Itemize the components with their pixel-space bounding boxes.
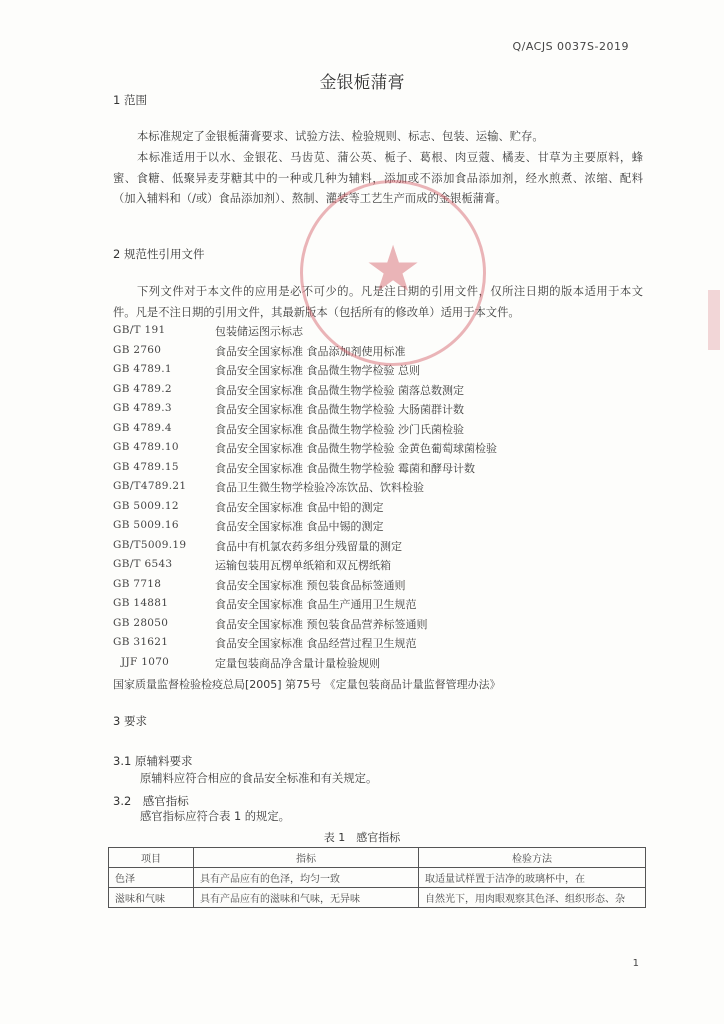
reference-title: 食品安全国家标准 食品微生物学检验 总则 — [215, 364, 420, 377]
reference-row — [113, 576, 643, 596]
reference-code: GB/T 6543 — [113, 558, 173, 570]
reference-code: GB 2760 — [113, 343, 162, 356]
table-row — [109, 868, 646, 888]
section-3-2-text: 感官指标应符合表 1 的规定。 — [140, 810, 290, 823]
reference-title: 包装储运图示标志 — [215, 325, 303, 338]
reference-row — [113, 595, 643, 615]
section-2-heading: 2 规范性引用文件 — [113, 247, 205, 261]
reference-title: 食品安全国家标准 食品经营过程卫生规范 — [215, 637, 417, 650]
table-cell-spec: 具有产品应有的滋味和气味，无异味 — [194, 888, 419, 908]
reference-row — [113, 634, 643, 654]
reference-title: 定量包装商品净含量计量检验规则 — [215, 656, 380, 670]
reference-row — [113, 654, 643, 674]
table-header-spec: 指标 — [194, 848, 419, 868]
company-seal — [300, 180, 486, 366]
reference-row — [113, 498, 643, 518]
table-cell-item: 色泽 — [109, 868, 194, 888]
reference-title: 食品安全国家标准 预包装食品标签通则 — [215, 578, 406, 592]
document-title: 金银栀蒲膏 — [319, 73, 405, 93]
section-3-1-text: 原辅料应符合相应的食品安全标准和有关规定。 — [140, 772, 378, 785]
reference-code: GB 4789.4 — [113, 421, 172, 434]
section-1-heading: 1 范围 — [113, 93, 147, 107]
reference-code: GB 5009.16 — [113, 519, 179, 531]
table-cell-method: 自然光下，用肉眼观察其色泽、组织形态、杂 — [419, 888, 646, 908]
reference-row — [113, 537, 643, 557]
reference-row — [113, 439, 643, 459]
reference-row — [113, 420, 643, 440]
seal-star-icon: ★ — [364, 232, 422, 307]
reference-row — [113, 517, 643, 537]
reference-row — [113, 556, 643, 576]
decree-reference: 国家质量监督检验检疫总局[2005] 第75号 《定量包装商品计量监督管理办法》 — [113, 678, 501, 691]
reference-code: GB/T5009.19 — [113, 538, 187, 551]
reference-code: JJF 1070 — [121, 655, 170, 668]
reference-list — [113, 322, 643, 673]
reference-title: 食品中有机氯农药多组分残留量的测定 — [215, 539, 402, 553]
reference-row — [113, 459, 643, 479]
reference-code: GB 14881 — [113, 597, 169, 609]
reference-title: 食品安全国家标准 食品微生物学检验 金黄色葡萄球菌检验 — [215, 442, 497, 455]
reference-title: 食品安全国家标准 食品添加剂使用标准 — [215, 344, 406, 358]
reference-title: 运输包装用瓦楞单纸箱和双瓦楞纸箱 — [215, 559, 391, 572]
table-row — [109, 888, 646, 908]
section-3-2-heading: 3.2 感官指标 — [113, 794, 189, 808]
document-code: Q/ACJS 0037S-2019 — [512, 40, 629, 53]
reference-code: GB 28050 — [113, 616, 169, 629]
reference-title: 食品卫生微生物学检验冷冻饮品、饮料检验 — [215, 481, 424, 494]
reference-title: 食品安全国家标准 食品生产通用卫生规范 — [215, 598, 417, 611]
reference-code: GB 4789.10 — [113, 441, 179, 453]
reference-row — [113, 381, 643, 401]
reference-row — [113, 615, 643, 635]
table-cell-item: 滋味和气味 — [109, 888, 194, 908]
reference-row — [113, 478, 643, 498]
reference-code: GB/T 191 — [113, 324, 166, 336]
reference-title: 食品安全国家标准 食品中锡的测定 — [215, 520, 384, 533]
reference-row — [113, 400, 643, 420]
reference-code: GB 4789.3 — [113, 402, 172, 414]
reference-title: 食品安全国家标准 食品微生物学检验 霉菌和酵母计数 — [215, 461, 475, 475]
page-number: 1 — [632, 958, 639, 969]
table-caption: 表 1 感官指标 — [323, 831, 401, 844]
table-header-row — [109, 848, 646, 868]
section-3-1-heading: 3.1 原辅料要求 — [113, 754, 193, 768]
reference-code: GB 4789.1 — [113, 363, 172, 375]
section-3-heading: 3 要求 — [113, 714, 147, 728]
table-header-method: 检验方法 — [419, 848, 646, 868]
reference-code: GB 4789.2 — [113, 382, 172, 395]
scope-paragraph-2: 本标准适用于以水、金银花、马齿苋、蒲公英、栀子、葛根、肉豆蔻、橘麦、甘草为主要原料，蜂蜜、食糖、低聚异麦芽糖其中的一种或几种为辅料，添加或不添加食品添加剂，经水煎煮、浓缩、配料（加入辅料和（/或）食品添加剂）、熬制、灌装等工艺生产而成的金银栀蒲膏。 — [113, 151, 643, 205]
table-cell-spec: 具有产品应有的色泽，均匀一致 — [194, 868, 419, 888]
reference-code: GB 5009.12 — [113, 499, 179, 512]
reference-title: 食品安全国家标准 食品微生物学检验 菌落总数测定 — [215, 383, 464, 397]
reference-title: 食品安全国家标准 食品中铅的测定 — [215, 500, 384, 514]
scope-paragraph-1: 本标准规定了金银栀蒲膏要求、试验方法、检验规则、标志、包装、运输、贮存。 — [137, 130, 544, 143]
reference-code: GB 31621 — [113, 636, 169, 648]
reference-title: 食品安全国家标准 预包装食品营养标签通则 — [215, 617, 428, 631]
reference-code: GB 4789.15 — [113, 460, 179, 473]
table-cell-method: 取适量试样置于洁净的玻璃杯中，在 — [419, 868, 646, 888]
reference-code: GB/T4789.21 — [113, 480, 187, 492]
sensory-table — [108, 847, 646, 908]
page-edge-seal-mark — [708, 290, 720, 350]
table-header-item: 项目 — [109, 848, 194, 868]
reference-title: 食品安全国家标准 食品微生物学检验 大肠菌群计数 — [215, 403, 464, 416]
reference-title: 食品安全国家标准 食品微生物学检验 沙门氏菌检验 — [215, 422, 464, 436]
references-intro: 下列文件对于本文件的应用是必不可少的。凡是注日期的引用文件，仅所注日期的版本适用于本文件。凡是不注日期的引用文件，其最新版本（包括所有的修改单）适用于本文件。 — [113, 285, 643, 319]
reference-code: GB 7718 — [113, 577, 162, 590]
